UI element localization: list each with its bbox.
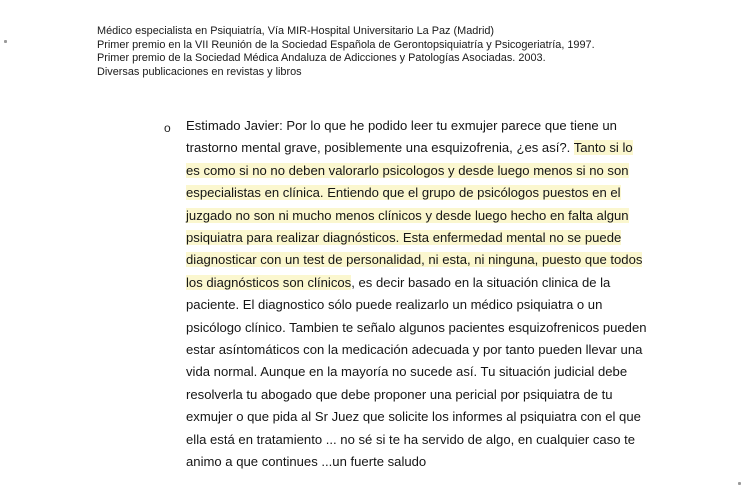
highlighted-text: es como si no no deben valorarlo psicologos y desde luego menos si no son [186, 162, 629, 178]
author-credentials [97, 25, 595, 79]
comment-text: exmujer o que pida al Sr Juez que solicite los informes al psiquiatra con el que [186, 409, 641, 425]
credential-line: Diversas publicaciones en revistas y libros [97, 65, 302, 78]
highlighted-text: los diagnósticos son clínicos [186, 274, 352, 290]
comment-line [186, 272, 746, 294]
comment-line [186, 249, 746, 271]
comment-text: resolverla tu abogado que debe proponer una pericial por psiquiatra de tu [186, 386, 613, 402]
credential-line: Médico especialista en Psiquiatría, Vía MIR-Hospital Universitario La Paz (Madrid) [97, 25, 495, 37]
highlighted-text: diagnosticar con un test de personalidad, ni esta, ni ninguna, puesto que todos [186, 252, 643, 268]
highlighted-text: juzgado no son ni mucho menos clínicos y desde luego hecho en falta algun [186, 207, 629, 223]
comment-line [186, 137, 746, 159]
highlighted-text: Tanto si lo [573, 140, 633, 156]
comment-text: trastorno mental grave, posiblemente una esquizofrenia, ¿es así?. [186, 140, 574, 156]
comment-text: ella está en tratamiento ... no sé si te ha servido de algo, en cualquier caso te [186, 431, 636, 447]
scan-speck [4, 40, 7, 43]
comment-line [186, 406, 746, 428]
comment-line [186, 317, 746, 339]
comment-line [186, 339, 746, 361]
comment-line [186, 205, 746, 227]
comment-line [186, 115, 746, 137]
scan-speck [738, 482, 741, 485]
comment-line [186, 451, 746, 473]
comment-text-tail: , es decir basado en la situación clinica de la [351, 274, 611, 290]
comment-text: paciente. El diagnostico sólo puede realizarlo un médico psiquiatra o un [186, 297, 603, 313]
bullet-marker: o [164, 121, 171, 135]
comment-text: estar asíntomáticos con la medicación adecuada y por tanto pueden llevar una [186, 342, 643, 358]
reply-comment [186, 115, 746, 474]
comment-line [186, 182, 746, 204]
comment-line [186, 361, 746, 383]
highlighted-text: psiquiatra para realizar diagnósticos. Esta enfermedad mental no se puede [186, 230, 622, 246]
comment-line [186, 227, 746, 249]
comment-text: Estimado Javier: Por lo que he podido leer tu exmujer parece que tiene un [186, 118, 617, 133]
credential-line: Primer premio en la VII Reunión de la Sociedad Española de Gerontopsiquiatría y Psicogeriatría, 1997. [97, 38, 595, 51]
comment-line [186, 384, 746, 406]
highlighted-text: especialistas en clínica. Entiendo que el grupo de psicólogos puestos en el [186, 185, 621, 201]
comment-text: psicólogo clínico. Tambien te señalo algunos pacientes esquizofrenicos pueden [186, 319, 647, 335]
comment-line [186, 160, 746, 182]
comment-text: vida normal. Aunque en la mayoría no sucede así. Tu situación judicial debe [186, 364, 628, 380]
credential-line: Primer premio de la Sociedad Médica Andaluza de Adicciones y Patologías Asociadas. 2003. [97, 52, 546, 65]
comment-line [186, 429, 746, 451]
comment-text: animo a que continues ...un fuerte saludo [186, 454, 427, 470]
comment-line [186, 294, 746, 316]
